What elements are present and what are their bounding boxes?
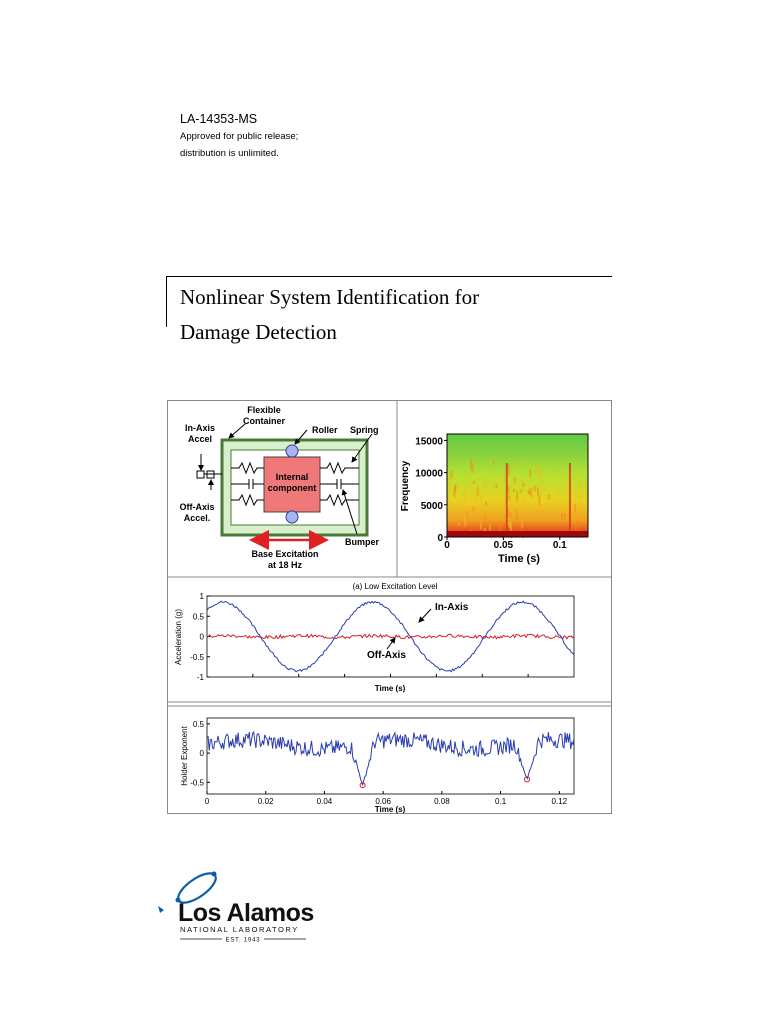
spectrogram-speckle [485, 501, 487, 505]
holder-ytick-label: 0.5 [192, 719, 204, 729]
label-spring: Spring [350, 425, 379, 435]
logo-name: Los Alamos [178, 899, 314, 927]
spectrogram-speckle [538, 522, 540, 527]
logo-established: EST. 1943 [225, 937, 261, 944]
acceleration-ytick-label: 0 [199, 632, 204, 642]
spectrogram-speckle [516, 491, 518, 501]
spectrogram-speckle [510, 499, 512, 509]
holder-xtick-label: 0.12 [551, 797, 568, 806]
spectrogram-speckle [489, 524, 491, 532]
spectrogram-speckle [537, 487, 539, 496]
label-base-excitation: Base Excitation at 18 Hz [251, 549, 319, 570]
label-flexible-container: Flexible Container [242, 405, 286, 426]
spectrogram-speckle [508, 495, 510, 499]
acceleration-ytick-label: 0.5 [192, 612, 204, 622]
spectrogram-speckle [470, 459, 472, 469]
spectrogram-impact-band [569, 463, 571, 537]
spectrogram-speckle [458, 522, 460, 526]
spectrogram-speckle [466, 475, 468, 482]
spectrogram-speckle [454, 484, 456, 490]
spectrogram-speckle [531, 487, 533, 491]
spectrogram-speckle [548, 494, 550, 499]
spectrogram-speckle [540, 470, 542, 477]
holder-xtick-label: 0.08 [434, 797, 450, 806]
spectrogram-speckle [524, 500, 526, 504]
spectrogram-speckle [524, 461, 526, 467]
spectrogram-speckle [533, 466, 535, 470]
spectrogram-speckle [515, 463, 517, 468]
spectrogram-speckle [465, 511, 467, 519]
holder-xtick-label: 0.06 [375, 797, 391, 806]
holder-ytick-label: 0 [199, 749, 204, 759]
label-off-axis-accel: Off-Axis Accel. [179, 502, 215, 523]
acceleration-title: (a) Low Excitation Level [352, 582, 438, 591]
spectrogram-speckle [509, 521, 511, 528]
spectrogram-speckle [503, 475, 505, 481]
spectrogram-speckle [546, 505, 548, 510]
spectrogram-ytick-label: 10000 [415, 468, 443, 480]
spectrogram-speckle [575, 521, 577, 530]
report-number: LA-14353-MS [180, 112, 258, 126]
label-bumper: Bumper [345, 537, 380, 547]
spectrogram-speckle [538, 470, 540, 478]
spectrogram-speckle [558, 489, 560, 493]
spectrogram-speckle [579, 496, 581, 499]
spectrogram-speckle [559, 503, 561, 510]
holder-xtick-label: 0.1 [495, 797, 507, 806]
spectrogram-ytick-label: 15000 [415, 436, 443, 448]
spectrogram-speckle [562, 472, 564, 478]
annotation-off-axis: Off-Axis [367, 650, 406, 661]
document-title-line-1: Nonlinear System Identification for [180, 285, 480, 309]
holder-xlabel: Time (s) [374, 805, 406, 814]
spectrogram-speckle [574, 504, 576, 513]
spectrogram-speckle [521, 479, 523, 485]
spectrogram-speckle [534, 486, 536, 491]
spectrogram-speckle [579, 482, 581, 489]
cover-figure [167, 400, 612, 814]
spectrogram-speckle [516, 510, 518, 519]
document-title-line-2: Damage Detection [180, 320, 337, 344]
spectrogram-ytick-label: 0 [437, 533, 443, 544]
spectrogram-speckle [513, 489, 515, 492]
spectrogram-speckle [484, 514, 486, 524]
spectrogram-speckle [520, 489, 522, 493]
spectrogram-xtick-label: 0.1 [552, 540, 567, 551]
spectrogram-speckle [485, 484, 487, 490]
release-statement-line-1: Approved for public release; [180, 131, 299, 142]
spectrogram-speckle [456, 485, 458, 490]
spectrogram-xlabel: Time (s) [498, 553, 540, 565]
spectrogram-speckle [521, 519, 523, 529]
label-roller: Roller [312, 425, 338, 435]
spectrogram-speckle [556, 469, 558, 473]
spectrogram-speckle [538, 495, 540, 505]
spectrogram-speckle [508, 464, 510, 475]
spectrogram-speckle [473, 481, 475, 484]
roller-top [286, 445, 298, 457]
spectrogram-xtick-label: 0.05 [493, 540, 514, 551]
spectrogram-speckle [483, 476, 485, 485]
roller-bottom [286, 511, 298, 523]
spectrogram-xtick-label: 0 [444, 540, 450, 551]
spectrogram-speckle [449, 477, 451, 481]
release-statement-line-2: distribution is unlimited. [180, 148, 279, 159]
spectrogram-speckle [484, 528, 486, 531]
spectrogram-speckle [528, 491, 530, 495]
acceleration-ytick-label: 1 [199, 592, 204, 601]
spectrogram-speckle [529, 469, 531, 477]
annotation-in-axis: In-Axis [435, 602, 469, 613]
holder-xtick-label: 0 [204, 797, 210, 806]
spectrogram-impact-band [506, 463, 508, 537]
spectrogram-low-band [447, 531, 588, 537]
spectrogram-speckle [564, 513, 566, 521]
spectrogram-speckle [480, 497, 482, 505]
spectrogram-speckle [493, 461, 495, 464]
holder-ytick-label: -0.5 [190, 778, 204, 788]
spectrogram-speckle [480, 523, 482, 530]
acceleration-ytick-label: -1 [196, 673, 204, 682]
los-alamos-logo [150, 866, 320, 946]
holder-ylabel: Holder Exponent [180, 726, 189, 786]
spectrogram-speckle [472, 506, 474, 511]
title-rule-vertical [166, 276, 167, 327]
title-rule-horizontal [166, 276, 612, 277]
acceleration-ytick-label: -0.5 [190, 652, 204, 662]
spectrogram-speckle [508, 486, 510, 493]
label-internal-component: Internal component [267, 472, 317, 493]
spectrogram-speckle [514, 477, 516, 483]
logo-subtitle: NATIONAL LABORATORY [180, 925, 299, 934]
label-in-axis-accel: In-Axis Accel [184, 423, 216, 444]
spectrogram-speckle [475, 497, 477, 503]
spectrogram-speckle [496, 484, 498, 488]
spectrogram-speckle [561, 513, 563, 520]
acceleration-ylabel: Acceleration (g) [174, 608, 183, 666]
spectrogram-speckle [509, 512, 511, 518]
spectrogram-speckle [511, 470, 513, 477]
spectrogram-speckle [477, 487, 479, 495]
spectrogram-speckle [464, 491, 466, 502]
holder-xtick-label: 0.04 [316, 797, 333, 806]
spectrogram-image [447, 434, 588, 537]
holder-xtick-label: 0.02 [257, 797, 274, 806]
spectrogram-speckle [528, 507, 530, 514]
acceleration-chart [174, 582, 574, 693]
spectrogram-ylabel: Frequency [400, 460, 411, 512]
in-axis-accelerometer [197, 471, 204, 478]
spectrogram-ytick-label: 5000 [420, 500, 443, 512]
spectrogram-speckle [450, 481, 452, 489]
spectrogram-speckle [580, 503, 582, 509]
acceleration-xlabel: Time (s) [374, 684, 406, 693]
